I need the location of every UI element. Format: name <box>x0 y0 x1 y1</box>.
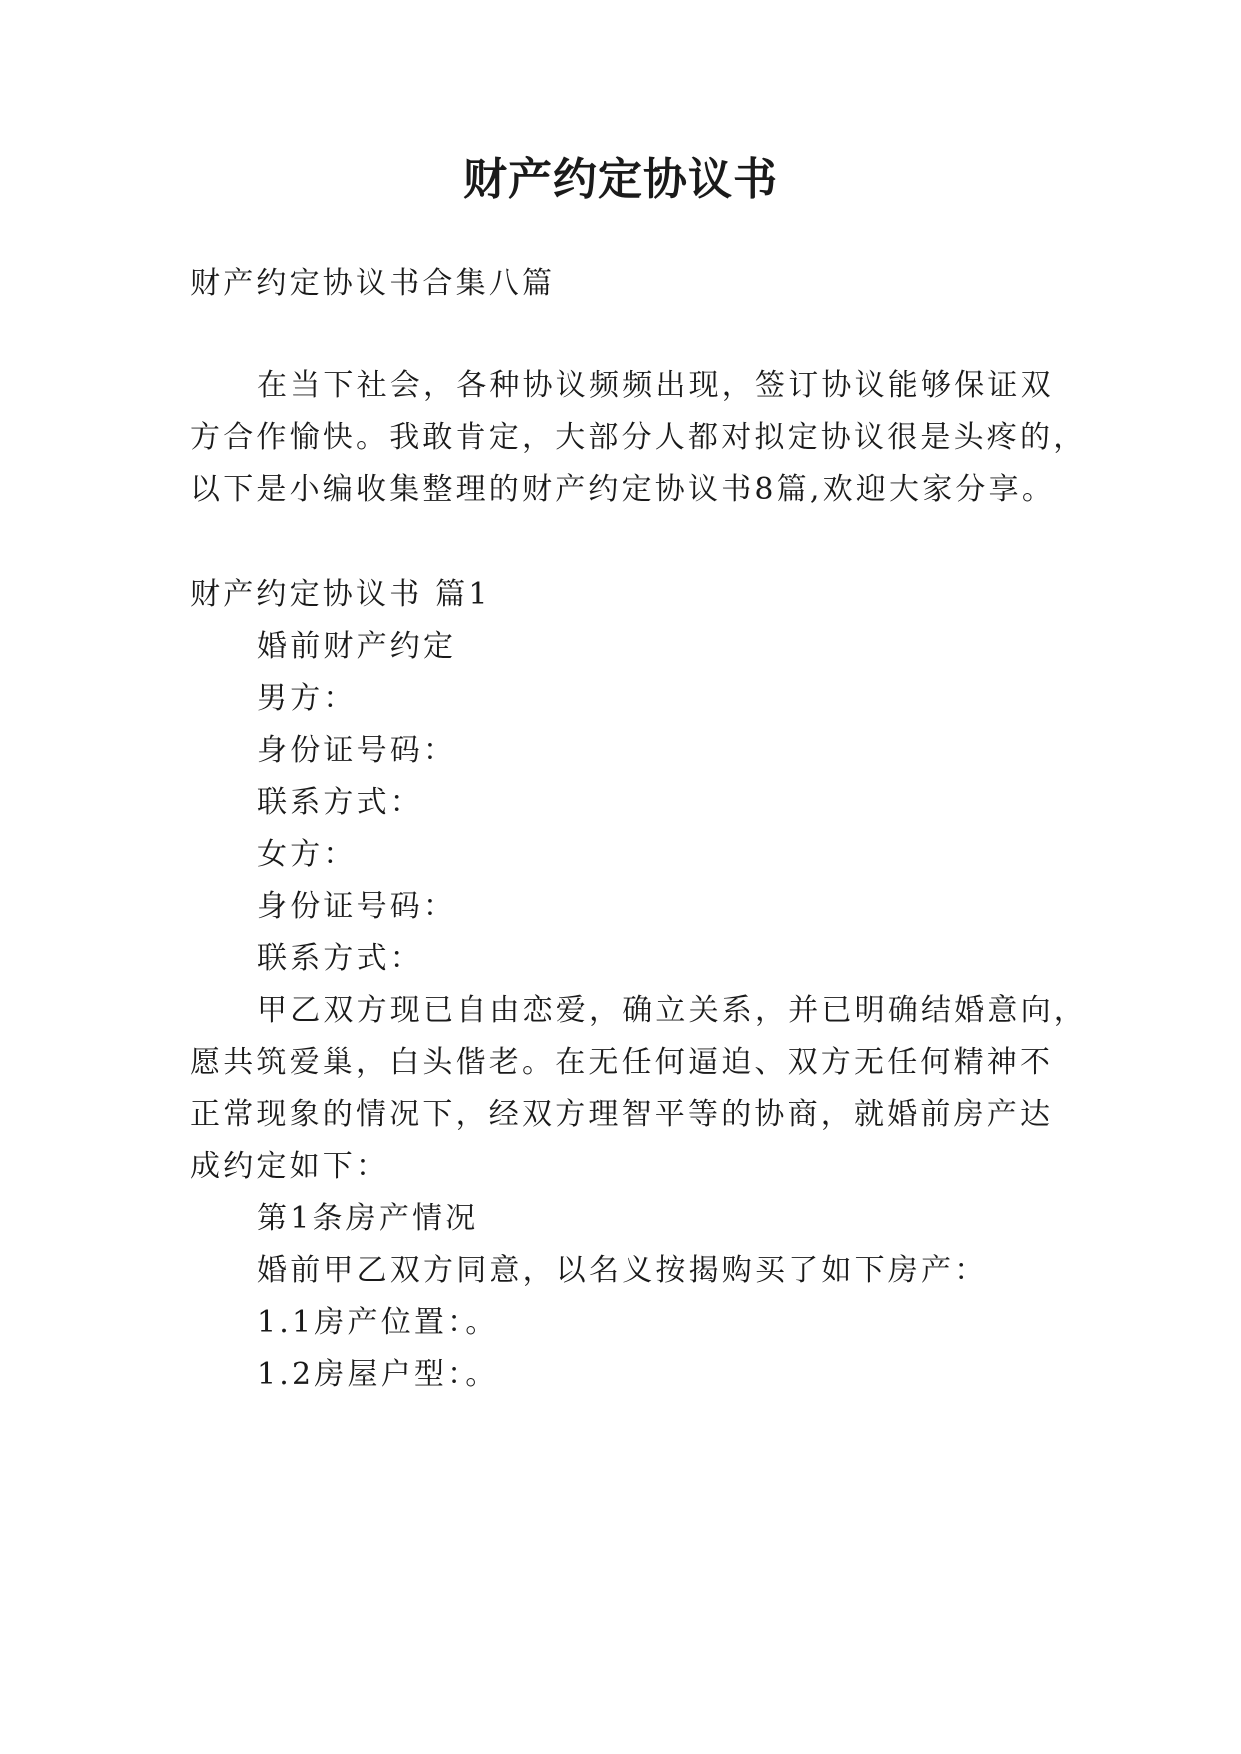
section-heading: 财产约定协议书 篇1 <box>190 577 491 612</box>
section-line: 身份证号码： <box>257 733 457 768</box>
paragraph-line: 甲乙双方现已自由恋爱，确立关系，并已明确结婚意向， <box>257 993 1087 1028</box>
section-line: 男方： <box>257 681 357 716</box>
paragraph-line: 正常现象的情况下，经双方理智平等的协商，就婚前房产达 <box>190 1097 1054 1132</box>
article-line: 第1条房产情况 <box>257 1201 479 1236</box>
section-line: 女方： <box>257 837 357 872</box>
paragraph-line: 愿共筑爱巢，白头偕老。在无任何逼迫、双方无任何精神不 <box>190 1045 1054 1080</box>
document-subtitle: 财产约定协议书合集八篇 <box>190 266 556 301</box>
article-line: 1.2房屋户型：。 <box>257 1357 499 1392</box>
intro-line-3: 以下是小编收集整理的财产约定协议书8篇,欢迎大家分享。 <box>190 472 1056 507</box>
section-line: 身份证号码： <box>257 889 457 924</box>
intro-line-1: 在当下社会，各种协议频频出现，签订协议能够保证双 <box>257 368 1054 403</box>
section-line: 联系方式： <box>257 785 423 820</box>
intro-line-2: 方合作愉快。我敢肯定，大部分人都对拟定协议很是头疼的， <box>190 420 1087 455</box>
section-line: 婚前财产约定 <box>257 629 457 664</box>
section-line: 联系方式： <box>257 941 423 976</box>
article-line: 婚前甲乙双方同意，以名义按揭购买了如下房产： <box>257 1253 988 1288</box>
paragraph-line: 成约定如下： <box>190 1149 390 1184</box>
document-title: 财产约定协议书 <box>463 154 778 205</box>
article-line: 1.1房产位置：。 <box>257 1305 499 1340</box>
